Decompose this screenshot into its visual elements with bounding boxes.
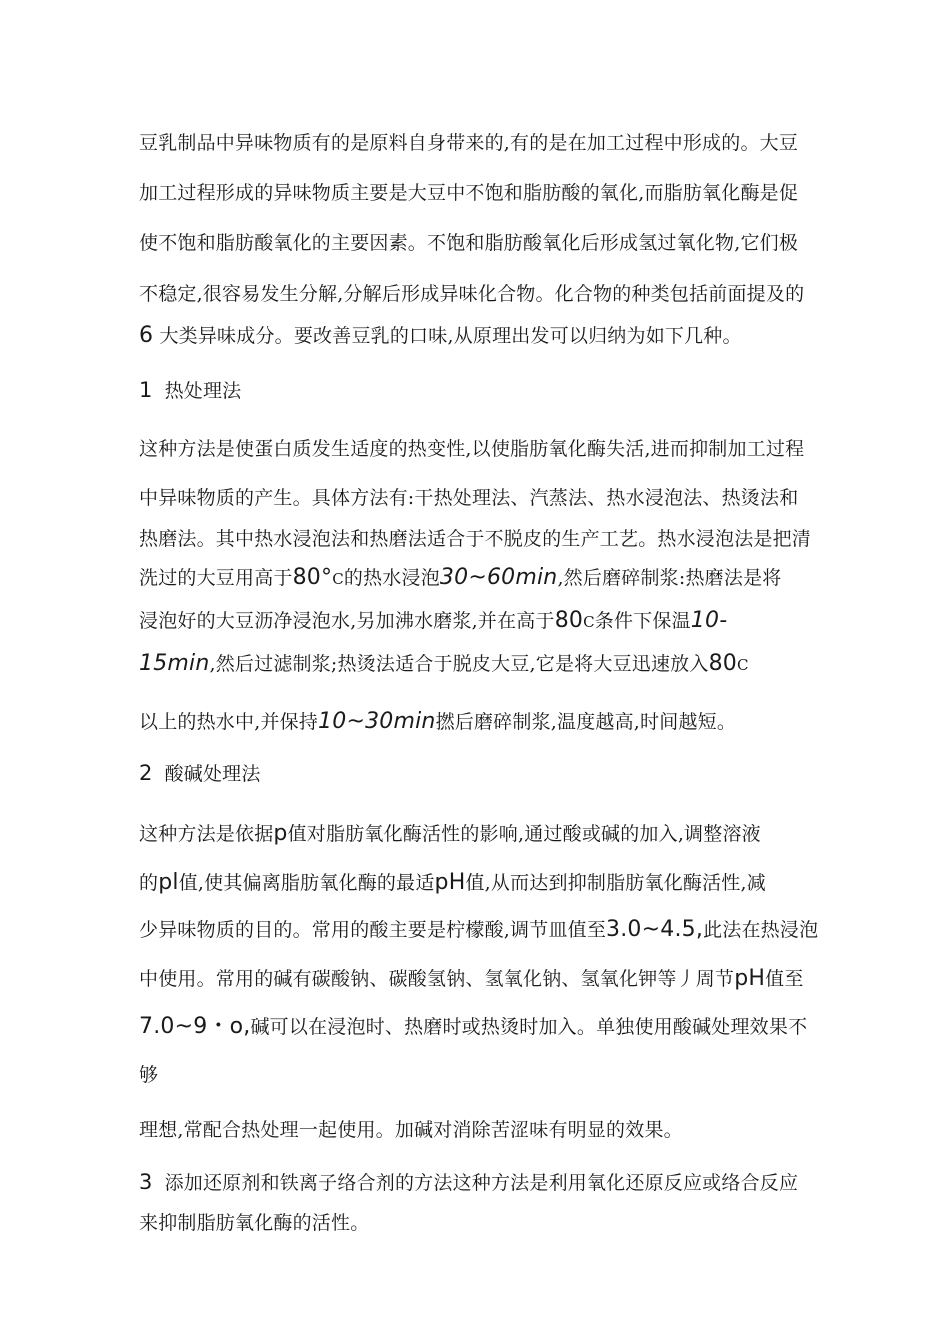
section-1-line-5 [139,609,727,634]
duration-value: 10- [690,608,728,633]
duration-value: 15min [139,651,210,676]
text-run: 洗过的大豆用高于 [139,567,293,589]
temperature-value: 80° [292,565,333,590]
section-1-line-6 [139,652,749,677]
temperature-unit: C [736,656,749,674]
section-1-title: 热处理法 [164,380,242,402]
section-2-line-2 [139,871,766,895]
ph-symbol: pH [434,870,466,895]
section-1-line-1: 这种方法是使蛋白质发生适度的热变性,以使脂肪氧化酶失活,进而抑制加工过程 [139,438,805,460]
intro-line-2: 加工过程形成的异味物质主要是大豆中不饱和脂肪酸的氧化,而脂肪氧化酶是促 [139,182,799,204]
ph-symbol: pl [158,870,179,895]
text-run: 的 [139,872,159,894]
text-run: 值,使其偏离脂肪氧化酶的最适 [178,872,435,894]
section-1-number: 1 [139,378,153,402]
section-3-number: 3 [139,1170,153,1194]
section-2-line-6: 够 [139,1064,159,1086]
text-run: 值,从而达到抑制脂肪氧化酶活性,减 [465,872,766,894]
ph-symbol: pH [734,966,766,991]
text-run: 的热水浸泡 [343,567,440,589]
ph-range: 7.0~9・o, [139,1014,251,1039]
text-run: 这种方法是依据 [139,823,274,845]
ph-range: 3.0~4.5, [606,917,704,942]
section-1-line-2: 中异味物质的产生。具体方法有:干热处理法、汽蒸法、热水浸泡法、热烫法和 [139,487,799,509]
section-1-line-4 [139,566,781,591]
section-2-line-3 [139,918,818,942]
temperature-value: 80 [708,651,737,676]
section-2-line-4 [139,967,804,991]
text-run: ,然后磨碎制浆:热磨法是将 [557,567,782,589]
temperature-unit: C [332,570,344,588]
section-1-line-3: 热磨法。其中热水浸泡法和热磨法适合于不脱皮的生产工艺。热水浸泡法是把清 [139,528,812,550]
text-run: 添加还原剂和铁离子络合剂的方法这种方法是利用氧化还原反应或络合反应 [164,1172,799,1194]
text-run: 值至 [765,968,804,990]
text-run: 撚后磨碎制浆,温度越高,时间越短。 [435,711,737,733]
duration-value: 30~60min [439,565,558,590]
temperature-unit: C [583,613,595,631]
duration-value: 10~30min [318,709,436,734]
text-run: 条件下保温 [594,610,691,632]
section-2-number: 2 [139,761,153,785]
intro-line-1: 豆乳制品中异味物质有的是原料自身带来的,有的是在加工过程中形成的。大豆 [139,132,799,154]
text-run: 碱可以在浸泡时、热磨时或热烫时加入。单独使用酸碱处理效果不 [250,1016,808,1038]
section-1-heading [139,378,241,403]
section-2-title: 酸碱处理法 [164,763,261,785]
text-run: 以上的热水中,并保持 [139,711,319,733]
text-run: 中使用。常用的碱有碳酸钠、碳酸氢钠、氢氧化钠、氢氧化钾等丿周节 [139,968,735,990]
section-3-line-2: 来抑制脂肪氧化酶的活性。 [139,1212,370,1234]
text-run: 浸泡好的大豆沥净浸泡水,另加沸水磨浆,并在高于 [139,610,555,632]
section-2-line-7: 理想,常配合热处理一起使用。加碱对消除苦涩味有明显的效果。 [139,1119,683,1141]
section-2-heading [139,761,261,786]
intro-last-text: 大类异味成分。要改善豆乳的口味,从原理出发可以归纳为如下几种。 [159,325,742,347]
section-3-line-1 [139,1170,798,1195]
temperature-value: 80 [554,608,584,633]
intro-line-5 [139,324,742,348]
section-2-line-5 [139,1015,807,1039]
section-1-line-7 [139,710,736,734]
intro-number: 6 [139,323,154,348]
text-run: ,然后过滤制浆;热烫法适合于脱皮大豆,它是将大豆迅速放入 [209,653,709,675]
section-2-line-1 [139,822,761,846]
intro-line-4: 不稳定,很容易发生分解,分解后形成异味化合物。化合物的种类包括前面提及的 [139,283,805,305]
text-run: 值对脂肪氧化酶活性的影响,通过酸或碱的加入,调整溶液 [287,823,761,845]
intro-line-3: 使不饱和脂肪酸氧化的主要因素。不饱和脂肪酸氧化后形成氢过氧化物,它们极 [139,232,799,254]
ph-symbol: p [273,821,288,846]
text-run: 少异味物质的目的。常用的酸主要是柠檬酸,调节皿值至 [139,919,607,941]
text-run: 此法在热浸泡 [703,919,819,941]
